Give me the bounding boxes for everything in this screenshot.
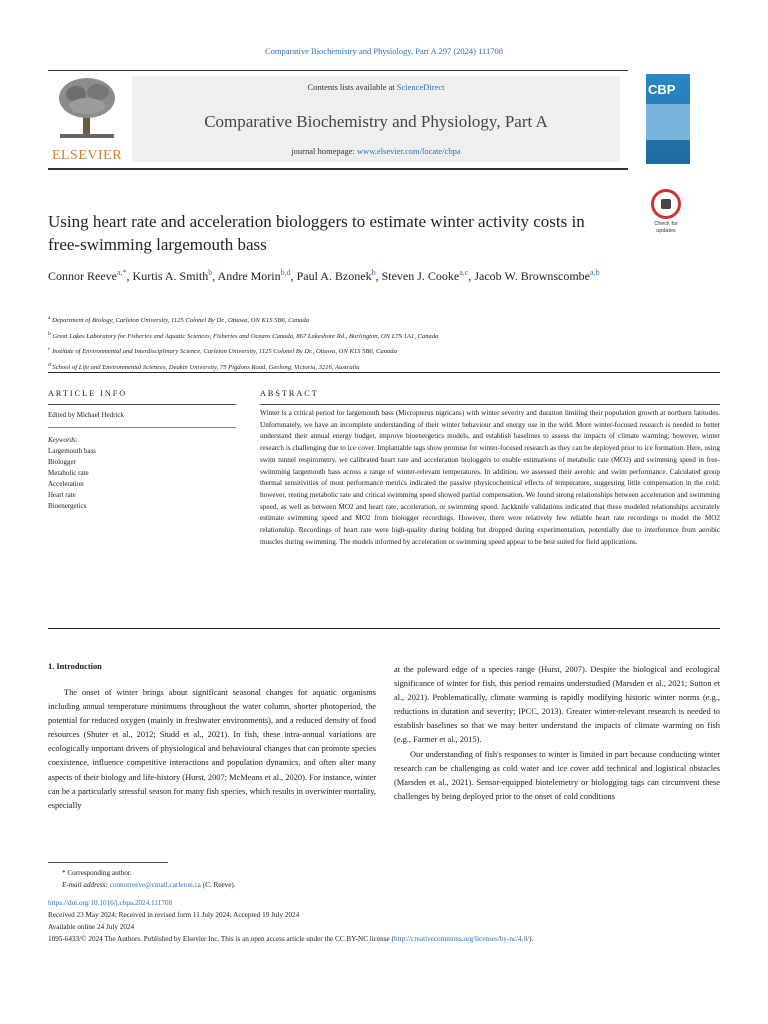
tree-icon <box>56 76 118 140</box>
keyword: Metabolic rate <box>48 469 89 477</box>
contents-prefix: Contents lists available at <box>307 82 397 92</box>
check-updates-label: Check for updates <box>654 221 678 234</box>
footnotes <box>48 867 720 891</box>
abstract-heading: ABSTRACT <box>260 389 319 398</box>
author-name[interactable]: Steven J. Cooke <box>381 269 460 283</box>
license-line: 1095-6433/© 2024 The Authors. Published by Elsevier Inc. This is an open access article under the CC BY-NC license (http://creativecommons.org/licenses/by-nc/4.0/). <box>48 935 534 943</box>
article-info-heading: ARTICLE INFO <box>48 389 128 398</box>
affiliation-item: $^d$ School of Life and Environmental Sciences, Deakin University, 75 Pigdons Road, Geelong, Victoria, 3216, Australia <box>48 362 360 372</box>
author-name[interactable]: Kurtis A. Smith <box>132 269 209 283</box>
author-sup[interactable]: b,d <box>280 268 291 277</box>
homepage-prefix: journal homepage: <box>291 146 357 156</box>
intro-left-column: The onset of winter brings about significant seasonal changes for aquatic organisms including annual temperature minimums throughout the water column, shorter photoperiod, the potential for reduced oxygen (mainly in freshwater environments), and a reduced density of food resources (Shuter et al., 2012; Studd et al., 2021). In fish, these intra-annual variations are ecologically important drivers of physiological and behavioural changes that can promote species coexistence, influence competitive interactions and population dynamics, and often alter many aspects of their biology and life-history (Hurst, 2007; McMeans et al., 2020). For instance, winter can be a particularly stressful season for many fish species, which results in overwinter mortality, especially <box>48 688 376 810</box>
header-divider <box>48 372 720 373</box>
check-updates-icon <box>651 189 681 219</box>
author-list: Connor Reeve$^{a,*}$, Kurtis A. Smith$^b$, Andre Morin$^{b,d}$, Paul A. Bzonek$^b$, Steven J. Cooke$^{a,c}$, Jacob W. Brownscombe$^{a,b}$ <box>48 268 600 283</box>
homepage-line <box>132 146 620 156</box>
corresponding-author-note: * Corresponding author. <box>62 869 132 877</box>
author-name[interactable]: Andre Morin <box>217 269 281 283</box>
email-note: E-mail address: connorreeve@cmail.carleton.ca (C. Reeve). <box>62 881 236 889</box>
article-info-rule-2 <box>48 427 236 428</box>
elsevier-wordmark: ELSEVIER <box>51 148 123 163</box>
cover-band <box>646 104 690 140</box>
intro-paragraph: at the poleward edge of a species range (Hurst, 2007). Despite the biological and ecological significance of winter for fish, this period remains understudied (Marsden et al., 2021; Sutton et al., 2021). Problematically, climate warming is rapidly modifying historic winter norms (e.g., reductions in duration and severity; IPCC, 2013). Greater winter-relevant research is needed to establish baselines so that we may better understand the impacts of climate warming on fish (e.g., Farmer et al., 2015). <box>394 665 720 745</box>
keyword: Acceleration <box>48 480 84 488</box>
author-name[interactable]: Connor Reeve <box>48 269 117 283</box>
keyword: Bioenergetics <box>48 502 87 510</box>
author-name[interactable]: Jacob W. Brownscombe <box>474 269 591 283</box>
author-sup[interactable]: b <box>208 268 213 277</box>
sciencedirect-link[interactable]: ScienceDirect <box>396 82 445 92</box>
affiliation-item: $^b$ Great Lakes Laboratory for Fisheries and Aquatic Sciences, Fisheries and Oceans Canada, 867 Lakeshore Rd., Burlington, ON L7S 1A1, Canada <box>48 330 439 340</box>
received-dates: Received 23 May 2024; Received in revised form 11 July 2024; Accepted 19 July 2024 <box>48 911 300 919</box>
footnote-rule <box>48 862 168 863</box>
publication-details <box>48 897 720 945</box>
edited-by: Edited by Michael Hedrick <box>48 411 125 419</box>
intro-paragraph: Our understanding of fish's responses to winter is limited in part because conducting winter research can be challenging as cold water and ice cover add technical and logistical obstacles (Marsden et al., 2021). Sensor-equipped biotelemetry or biologging tags can circumvent these challenges by being deployed prior to the onset of cold conditions <box>394 749 720 801</box>
keywords-list <box>48 435 96 512</box>
article-title: Using heart rate and acceleration biologgers to estimate winter activity costs in free-swimming largemouth bass <box>48 212 585 254</box>
available-online: Available online 24 July 2024 <box>48 923 135 931</box>
journal-cover[interactable] <box>646 74 690 164</box>
check-for-updates-badge[interactable] <box>644 189 688 239</box>
abstract-rule <box>260 404 720 405</box>
keywords-heading: Keywords: <box>48 436 79 444</box>
abstract-bottom-rule <box>48 628 720 629</box>
affiliation-item: $^c$ Institute of Environmental and Interdisciplinary Science, Carleton University, 1125 Colonel By Dr., Ottawa, ON K1S 5B6, Canada <box>48 346 397 356</box>
intro-right-column <box>394 663 720 804</box>
affiliation-item: $^a$ Department of Biology, Carleton University, 1125 Colonel By Dr., Ottawa, ON K1S 5B6, Canada <box>48 315 309 325</box>
doi-link[interactable]: https://doi.org/10.1016/j.cbpa.2024.111708 <box>48 899 173 907</box>
keyword: Largemouth bass <box>48 447 96 455</box>
author-sup[interactable]: a,* <box>116 268 127 277</box>
keyword: Biologger <box>48 458 76 466</box>
contents-line <box>132 82 620 92</box>
masthead-center <box>132 76 620 162</box>
masthead <box>48 70 690 168</box>
article-info-rule <box>48 404 236 405</box>
abstract-text: Winter is a critical period for largemouth bass (Micropterus nigricans) with winter severity and duration limiting their population growth at northern latitudes. Unfortunately, we have an incomplete understanding of their winter behaviour and energy use in the wild. More winter-focused research is needed to better understand their annual energy budget, improve bioenergetics models, and establish baselines to assess the impacts of climate warming; however, winter research is challenging due to ice cover. Implantable tags show promise for winter-focused research as they can be deployed prior to ice formation. Here, using swim tunnel respirometry, we calibrated heart rate and acceleration biologgers to enable estimations of metabolic rate (ṀO2) and swimming speed in free-swimming largemouth bass across a range of winter-relevant temperatures. In addition, we assessed their aerobic and swim performance. Calculated group thermal sensitivities of most performance metrics indicated the passive physicochemical effects of temperature, suggesting little compensation in the cold; however, resting metabolic rate and critical swimming speed showed partial compensation. We found strong relationships between acceleration and swimming speed, as well as between ṀO2 and heart rate, acceleration, or swimming speed. Jackknife validations indicated that these modeled relationships accurately estimate swimming speed and ṀO2 from biologger recordings. However, there were relatively few reliable heart rate recordings to model the ṀO2 relationship. Recordings of heart rate were high-quality during holding but dropped during experimentation, potentially due to interference from aerobic muscles during swimming. The models informed by acceleration or swimming speed appear to be best suited for field applications. <box>260 409 720 546</box>
author-sup[interactable]: b <box>371 268 376 277</box>
cover-text: CBP <box>648 82 676 97</box>
email-link[interactable]: connorreeve@cmail.carleton.ca <box>109 881 201 889</box>
elsevier-logo[interactable] <box>48 76 126 162</box>
author-sup[interactable]: a,b <box>590 268 600 277</box>
journal-title: Comparative Biochemistry and Physiology, Part A <box>204 112 548 131</box>
keyword: Heart rate <box>48 491 76 499</box>
masthead-bottom-rule <box>48 168 628 170</box>
journal-homepage-link[interactable]: www.elsevier.com/locate/cbpa <box>356 146 461 156</box>
author-name[interactable]: Paul A. Bzonek <box>296 269 372 283</box>
introduction-heading: 1. Introduction <box>48 662 102 671</box>
masthead-top-rule <box>48 70 628 71</box>
author-sup[interactable]: a,c <box>459 268 469 277</box>
affiliations <box>48 312 688 375</box>
license-link[interactable]: http://creativecommons.org/licenses/by-nc/4.0/ <box>393 935 530 943</box>
journal-citation[interactable]: Comparative Biochemistry and Physiology, Part A 297 (2024) 111708 <box>265 46 503 56</box>
